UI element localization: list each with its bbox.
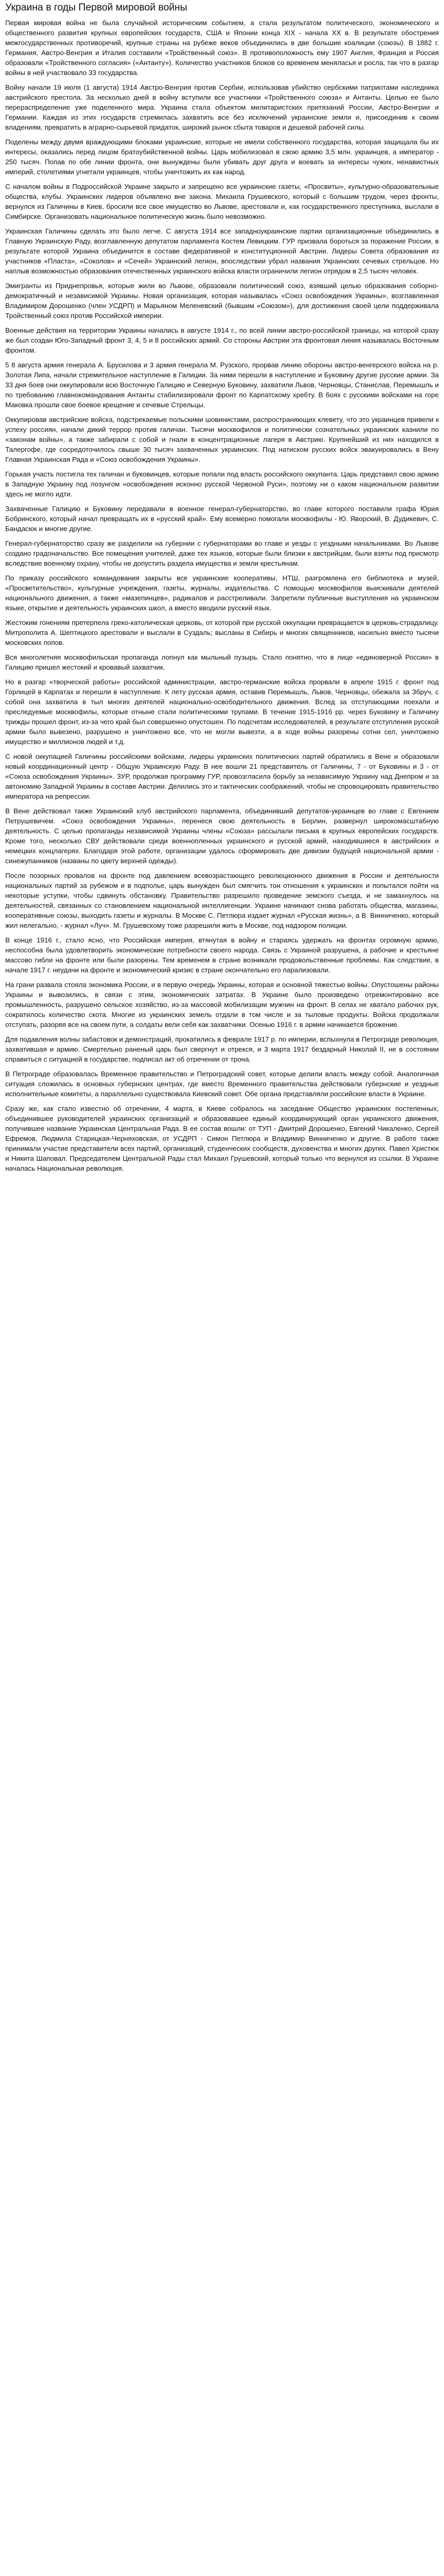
paragraph: В конце 1916 г., стало ясно, что Российская империя, втянутая в войну и стараясь удержать на фронтах огромную армию, неспособна была удовлетворить экономические потребности своего народа. Связь с Украиной разрушена, а рабочие и крестьяне массово гибли на фронте или были разорены. Тем временем в стране возникали продовольственные проблемы. Как следствие, в начале 1917 г. неудачи на фронте и экономический кризис в стране окончательно его парализовали. <box>5 936 439 974</box>
paragraph: В Петрограде образовалась Временное правительство и Петроградский совет, которые делили власть между собой. Аналогичная ситуация сложилась в основных губернских центрах, где вместо Временного правительства действовали губернские и уездные исполнительные комитеты, а параллельно существовала Киевский совет. Обе органа представляли российские власти в Украине. <box>5 1070 439 1098</box>
paragraph: Горькая участь постигла тех галичан и буковинцев, которые попали под власть российского оккупанта. Царь представил свою армию в Западную Украину под лозунгом «освобождения исконно русской Червоной Руси», поэтому ни о каком национальном развитии здесь не могло идти. <box>5 470 439 498</box>
paragraph: Захваченные Галицию и Буковину передавали в военное генерал-губернаторство, во главе которого поставили графа Юрия Бобринского, который начал превращать их в «русский край». Ему всемерно помогали москвофилы - Ю. Яворский, В. Дудикевич, С. Бандасюк и многие другие. <box>5 505 439 533</box>
paragraph: С началом войны в Подроссийской Украине закрыто и запрещено все украинские газеты, «Просвиты», культурно-образовательные общества, клубы. Украинских лидеров объявлено вне закона. Михаила Грушевского, который с большим трудом, через фронты, вернулся из Галичины в Киев, бросили все свое имущество во Львове, арестовали и, как государственного преступника, выслали в Симбирске. Организовать национальное политическую жизнь было невозможно. <box>5 183 439 220</box>
paragraph: Поделены между двумя враждующими блоками украинские, которые не имели собственного государства, которая защищала бы их интересы, оказались перед лицом братоубийственной войны. Царь мобилизовал в свою армию 3,5 млн. украинцев, а император - 250 тысяч. Попав по обе линии фронта, они вынуждены были убивать друг друга и воевать за интересы чужих, ненавистных империй, столетиями угнетали украинцев, чтобы уничтожить их как народ. <box>5 138 439 176</box>
paragraph: Жестоким гонениям претерпела греко-католическая церковь, от которой при русской оккупации превращается в церковь-страдалицу. Митрополита А. Шептицкого арестовали и выслали в Суздаль; высланы в Сибирь и многих священников, насильно вместо тысячи московских попов. <box>5 619 439 646</box>
article-title: Украина в годы Первой мировой войны <box>5 2 188 13</box>
paragraph: Военные действия на территории Украины начались в августе 1914 г., по всей линии австро-российской границы, на которой сразу же был создан Юго-Западный фронт 3, 4, 5 и 8 российских армий. Со стороны Австрии эта фронтовая линия называлась Восточным фронтом. <box>5 326 439 354</box>
paragraph: Эмигранты из Приднепровья, которые жили во Львове, образовали политический союз, взявший целью образования соборно-демократичный и независимой Украины. Новая организация, которая называлась «Союз освобождения Украины», возглавленная Владимиром Дорошенко (член УСДРП) и Марьяном Меленевский (бывшим «Союзом»), для достижения своей цели поддерживала Тройственный союз против Российской империи. <box>5 282 439 320</box>
paragraph: Для подавления волны забастовок и демонстраций, прокатились в феврале 1917 р. по империи, вспыхнула в Петрограде революция, захватившая и армию. Смертельно раненый царь был свергнут и отрекся, и 3 марта 1917 бездарный Николай II, не в состоянии справиться с ситуацией в государстве, подписал акт об отречении от трона. <box>5 1035 439 1063</box>
paragraph: Войну начали 19 июля (1 августа) 1914 Австро-Венгрия против Сербии, использовав убийство сербскими патриотами наследника австрийского престола. За несколько дней в войну вступили все участники «Тройственного союза» и Антанты. Целью ее было перераспределение уже поделенного мира. Украина стала объектом милитаристских притязаний России, Австро-Венгрии и Германии. Каждая из этих государств стремилась захватить все без исключений украинские земли и, присоединив к своим владениям, превратить в аграрно-сырьевой придаток, широкий рынок сбыта товаров и дешевой рабочей силы. <box>5 83 439 131</box>
article-body <box>5 18 439 1173</box>
paragraph: В Вене действовал также Украинский клуб австрийского парламента, объединивший депутатов-украинцев во главе с Евгением Петрушевичем. «Союз освобождения Украины», перенеся свою деятельность в Берлин, развернул широкомасштабную деятельность. С целью пропаганды независимой Украины члены «Союза» рассылали письма в крупных европейских государств. Кроме того, несколько СВУ действовали среди военнопленных украинского и русской армий, находившиеся в австрийских и немецких концлагерях. Благодаря этой работе, организации удалось сформировать две дивизии будущей национальной армии - синежупанников (названы по цвету верхней одежды). <box>5 807 439 865</box>
paragraph: С новой оккупацией Галичины российскими войсками, лидеры украинских политических партий обратились в Вене и образовали новый координационный центр - Общую Украинскую Раду. В нее вошли 21 представитель от Галичины, 7 - от Буковины и 3 - от «Союза освобождения Украины». ЗУР, продолжая программу ГУР, провозгласила борьбу за независимую Украину над Днепром и за автономию Западной Украины в составе Австрии. Делились это и тактических соображений, чтобы не спровоцировать правительство императора на репрессии. <box>5 752 439 800</box>
paragraph: Но в разгар «творческой работы» российской администрации, австро-германские войска прорвали в апреле 1915 г. фронт под Горлицей в Карпатах и перешли в наступление. К лету русская армия, оставив Перемышль, Львов, Черновцы, обежала за Збруч, с собой она захватила в тыл многих деятелей национально-освободительного движения. Вслед за отступающими поехали и преследуемые москвофилы, которые отныне стали политическими трупами. В течение 1915-1916 рр. через Буковину и Галичину трижды прошел фронт, из-за чего край был совершенно опустошен. По подсчетам исследователей, в результате отступления русской армии было вывезено, разрушено и уничтожено все, что не могли вывезти, а в ходе войны разорены сотни сел, уничтожено имущество и миллионов людей и т.д. <box>5 678 439 746</box>
paragraph: Генерал-губернаторство сразу же разделили на губернии с губернаторами во главе и уезды с уездными начальниками. Во Львове создано градоначальство. Все помещения учителей, даже тех языков, которые были близки к австрийцам, были взяты под присмотр вследствие военному охрану, чтобы не допустить раздела имущества и земли крестьянам. <box>5 539 439 567</box>
paragraph: Оккупировав австрийские войска, подстрекаемые польскими шовинистами, распространяющих клевету, что это украинцев привели к успеху россиян, начали дикий террор против галичан. Тысячи москвофилов и политически сознательных украинских казнили по «законам войны», а также забирали с собой и гнали в концентрационные лагеря в Австрию. Крупнейший из них находился в Талергофе, где сосредоточилось свыше 30 тысяч захваченных украинских. Под натиском русских войск эвакуировались в Вену Главная Украинская Рада и «Союз освобождения Украины». <box>5 416 439 463</box>
paragraph: 5 8 августа армия генерала А. Брусилова и 3 армия генерала М. Рузского, прорвав линию обороны австро-венгерского войска на р. Золотая Липа, начали стремительное наступление в Галиции. За ними перешли в наступление и Буковину другие русские армии. За 33 дня боев они оккупировали всю Восточную Галицию и Северную Буковину, захватили Львов, Черновцы, Станислав, Перемышль и по требованию главнокомандования Антанты стабилизировали фронт по Карпатскому хребту. В боях с русскими войсками на горе Маковка прошли свое боевое крещение и сечевые Стрельцы. <box>5 361 439 409</box>
paragraph: После позорных провалов на фронте под давлением всевозрастающего революционного движения в России и деятельности национальных партий за рубежом и в подполье, царь вынужден был смягчить тон отношения к украинских и попытался пойти на некоторые уступки, чтобы сдвинуть обстановку. Правительство разрешило проведение земского съезда, и не замахнулось на деятельностей, связанных со становлением национальной интеллигенции. Украине начинают снова работать общества, магазины, кооперативные союзы, выходить газеты и журналы. В Москве С. Петлюра издает журнал «Русская жизнь», а В. Винниченко, который жил нелегально, - журнал «Луч». М. Грушевскому тоже разрешили жить в Москве, под надзором полиции. <box>5 872 439 929</box>
paragraph: Первая мировая война не была случайной историческим событием, а стала результатом политического, экономического и общественного развития крупных европейских государств, США и Японии конца XIX - начала XX в. В результате обострения межгосударственных противоречий, крупные страны на рубеже веков объединились в две большие коалиции (союзы). В 1882 г. Германия, Австро-Венгрия и Италия составили «Тройственный союз». В противоположность ему 1907 Англия, Франция и Россия образовали «Тройственного согласия» («Антанту»). Количество участников блоков со временем меняласья и росла, так что в разгар войны в ней участвовало 33 государства. <box>5 19 439 77</box>
paragraph: На грани развала стояла экономика России, и в первую очередь Украины, которая и основной тяжестью войны. Опустошены районы Украины и вывозились, в связи с этим, экономических затратах. В Украине было произведено отремонтировано все промышленность, разрушено сельское хозяйство, из-за массовой мобилизации мужчин на фронт. В селах не хватало рабочих рук, сократилось количество скота. Многие из украинских земель отдали в том числе и за тыловые продукты. Войска продолжали отступать, разоряя все на своем пути, а солдаты вели себя как захватчики. Осенью 1916 г. в армии начинается брожение. <box>5 981 439 1029</box>
paragraph: По приказу российского командования закрыты все украинские кооперативы, НТШ, разгромлена его библиотека и музей, «Просветительство», культурные учреждения, газеты, журналы, издательства. С помощью москвофилов выискивали деятелей национального движения, а также «мазепинцев», радикалов и расстреливали. Запретили публичные выступления на украинском языке, открытие и деятельность украинских школ, а вместо вводили русский язык. <box>5 574 439 612</box>
paragraph: Вся многолетняя москвофильская пропаганда лопнул как мыльный пузырь. Стало понятно, что в лице «единоверной России» в Галицию пришел жестокий и кровавый захватчик. <box>5 653 439 671</box>
paragraph: Сразу же, как стало известно об отречении, 4 марта, в Киеве собралось на заседание Общество украинских постепенных, объединившее руководителей украинских организаций и образовавшее единый координирующий орган украинского движения, получившее название Украинская Центральная Рада. В ее состав вошли: от ТУП - Дмитрий Дорошенко, Евгений Чикаленко, Сергей Ефремов, Людмила Старицкая-Черняховская, от УСДРП - Симон Петлюра и Владимир Винниченко и другие. В работе также принимали участие представители всех партий, организаций, студенческих сообществ, духовенства и многих других. Павел Христюк и Никита Шаповал. Председателем Центральной Рады стал Михаил Грушевский, который только что вернулся из ссылки. В Украине началась Национальная революция. <box>5 1105 439 1172</box>
paragraph: Украинская Галичины сделать это было легче. С августа 1914 все западноукраинские партии организационные объединились в Главную Украинскую Раду, возглавленную депутатом парламента Костем Левицким. ГУР призвала бороться за поражение России, в результате которой Украина объединится в составе федеративной и конституционной Австрии. Лидеры Совета образования из участников «Пласта», «Соколов» и «Сечей» Украинский легион, впоследствии убрал названия Украинских сечевых стрельцов. Но наплыв возможностью образования отечественных украинского войска власти ограничили легион отрядом в 2,5 тысяч человек. <box>5 227 439 275</box>
